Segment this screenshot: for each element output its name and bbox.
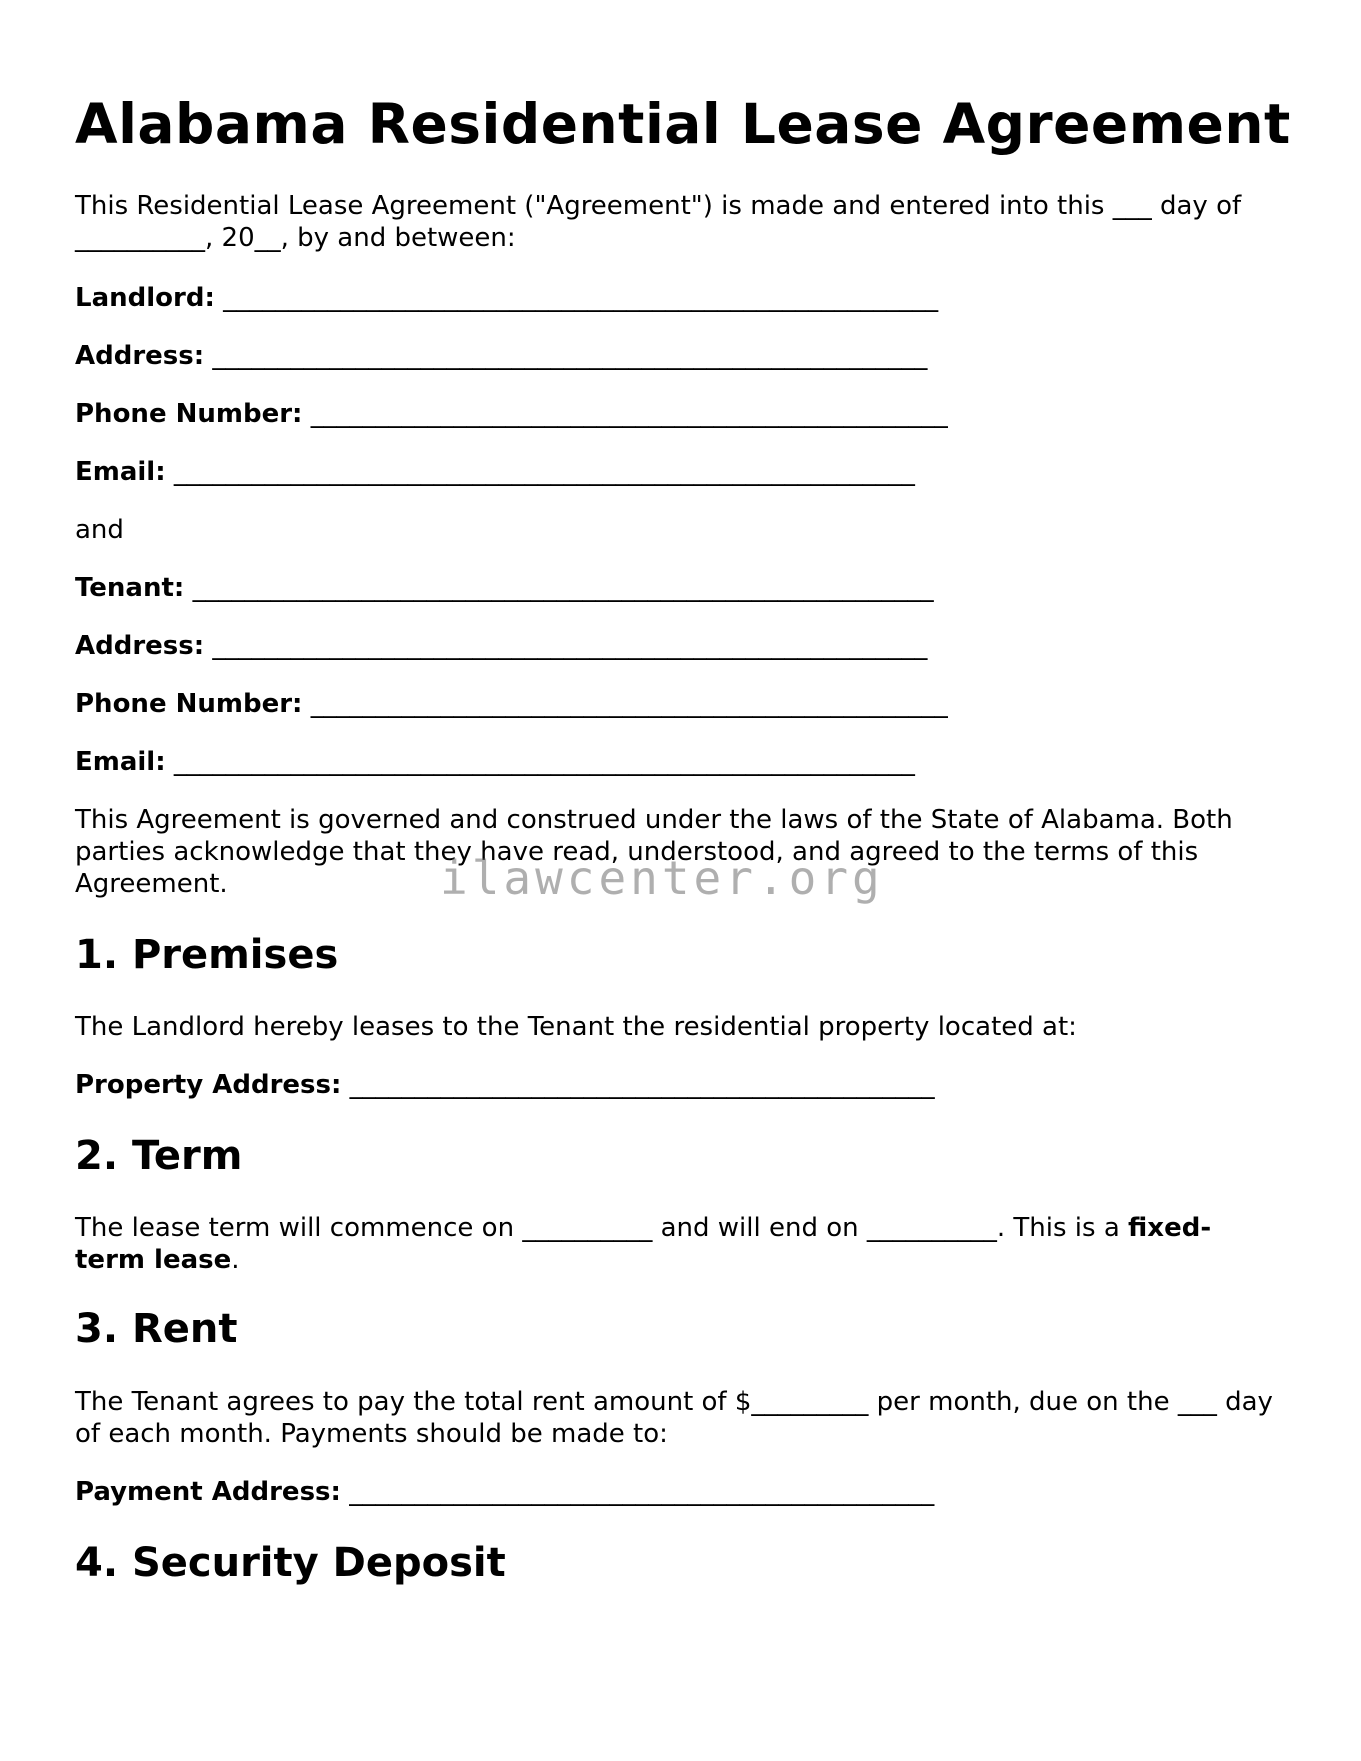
section-heading-security-deposit: 4. Security Deposit (75, 1540, 506, 1586)
landlord-email-label: Email: (75, 457, 166, 487)
tenant-name-label: Tenant: (75, 573, 185, 603)
landlord-name-line[interactable]: _______________________________________________________ (223, 283, 939, 313)
landlord-address-label: Address: (75, 341, 205, 371)
tenant-phone-field[interactable] (75, 688, 948, 720)
tenant-address-field[interactable] (75, 630, 927, 662)
payment-address-field[interactable] (75, 1476, 934, 1508)
rent-paragraph: The Tenant agrees to pay the total rent amount of $_________ per month, due on the ___ day of each month. Payments should be made to: (75, 1387, 1273, 1449)
intro-paragraph: This Residential Lease Agreement ("Agreement") is made and entered into this ___ day of __________, 20__, by and between: (75, 191, 1242, 253)
tenant-name-line[interactable]: _________________________________________________________ (192, 573, 934, 603)
watermark-text: ilawcenter.org (440, 851, 884, 905)
tenant-name-field[interactable] (75, 572, 934, 604)
landlord-phone-field[interactable] (75, 398, 948, 430)
tenant-email-line[interactable]: _________________________________________________________ (173, 747, 915, 777)
term-text-after: . (231, 1245, 240, 1275)
property-address-line[interactable]: _____________________________________________ (349, 1070, 935, 1100)
governing-law-paragraph: This Agreement is governed and construed under the laws of the State of Alabama. Both parties acknowledge that they have read, understood, and agreed to the terms of this Agreement. (75, 805, 1233, 899)
and-text: and (75, 515, 124, 545)
payment-address-label: Payment Address: (75, 1477, 341, 1507)
term-text-before: The lease term will commence on __________ and will end on __________. This is a (75, 1213, 1129, 1243)
landlord-email-line[interactable]: _________________________________________________________ (173, 457, 915, 487)
landlord-email-field[interactable] (75, 456, 915, 488)
tenant-email-field[interactable] (75, 746, 915, 778)
document-title: Alabama Residential Lease Agreement (75, 92, 1291, 156)
section-heading-premises: 1. Premises (75, 932, 339, 978)
landlord-name-field[interactable] (75, 282, 938, 314)
term-paragraph (75, 1212, 1275, 1276)
landlord-address-field[interactable] (75, 340, 927, 372)
term-bold-text: fixed-term lease (75, 1213, 1212, 1275)
tenant-address-line[interactable]: _______________________________________________________ (212, 631, 928, 661)
landlord-name-label: Landlord: (75, 283, 215, 313)
section-heading-term: 2. Term (75, 1133, 243, 1179)
premises-paragraph: The Landlord hereby leases to the Tenant the residential property located at: (75, 1012, 1077, 1042)
payment-address-line[interactable]: _____________________________________________ (349, 1477, 935, 1507)
landlord-address-line[interactable]: _______________________________________________________ (212, 341, 928, 371)
landlord-phone-line[interactable]: _________________________________________________ (310, 399, 948, 429)
tenant-email-label: Email: (75, 747, 166, 777)
tenant-address-label: Address: (75, 631, 205, 661)
landlord-phone-label: Phone Number: (75, 399, 303, 429)
property-address-label: Property Address: (75, 1070, 342, 1100)
property-address-field[interactable] (75, 1069, 935, 1101)
tenant-phone-label: Phone Number: (75, 689, 303, 719)
tenant-phone-line[interactable]: _________________________________________________ (310, 689, 948, 719)
section-heading-rent: 3. Rent (75, 1306, 238, 1352)
